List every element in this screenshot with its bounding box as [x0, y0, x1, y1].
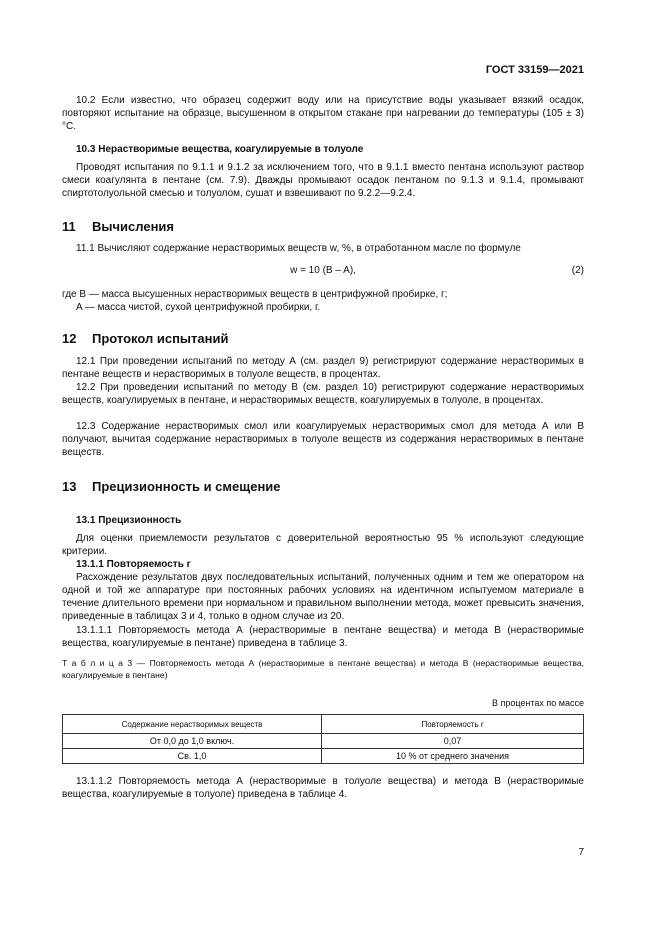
- table-caption-text: — Повторяемость метода А (нерастворимые в пентане вещества) и метода В (нерастворимые вещества, коагулируемые в пентане): [62, 658, 584, 680]
- section-11-heading: [62, 219, 174, 234]
- paragraph-12-2: 12.2 При проведении испытаний по методу В (см. раздел 10) регистрируют содержание нерастворимых веществ, коагулируемых в пентане, и нерастворимых веществ, коагулируемых в толуоле, в процентах.: [62, 382, 584, 406]
- paragraph-13-1-1: Расхождение результатов двух последовательных испытаний, полученных одним и тем же оператором на одной и той же аппаратуре при постоянных рабочих условиях на идентичном испытуемом материале в течение длительного времени при нормальном и правильном выполнении метода, может превысить значения, приведенные в таблицах 3 и 4, только в одном случае из 20.: [62, 572, 584, 622]
- table-cell: 0,07: [322, 734, 584, 749]
- table-caption-label: Т а б л и ц а 3: [62, 658, 133, 668]
- table-cell: Св. 1,0: [63, 749, 322, 764]
- table-cell: От 0,0 до 1,0 включ.: [63, 734, 322, 749]
- paragraph-11-1: 11.1 Вычисляют содержание нерастворимых веществ w, %, в отработанном масле по формуле: [76, 243, 521, 254]
- section-12-heading: [62, 331, 228, 346]
- document-page: [62, 0, 584, 935]
- section-number: 11: [62, 219, 76, 234]
- where-a: A — масса чистой, сухой центрифужной пробирки, г.: [76, 302, 321, 313]
- table-3-units: В процентах по массе: [491, 698, 584, 708]
- subheading-10-3: 10.3 Нерастворимые вещества, коагулируемые в толуоле: [76, 144, 364, 155]
- paragraph-13-1: Для оценки приемлемости результатов с доверительной вероятностью 95 % используют следующие критерии.: [62, 533, 584, 557]
- table-header-row: [63, 715, 584, 734]
- formula-text: w = 10 (B – A),: [290, 265, 356, 276]
- table-3-caption: [62, 657, 584, 681]
- paragraph-10-2: 10.2 Если известно, что образец содержит воду или на присутствие воды указывает вязкий осадок, повторяют испытание на образце, высушенном в открытом стакане при нагревании до температуры (105 ± 3) °С.: [62, 95, 584, 132]
- section-title: Вычисления: [92, 219, 175, 234]
- paragraph-12-3: 12.3 Содержание нерастворимых смол или коагулируемых нерастворимых смол для метода А или В получают, вычитая содержание нерастворимых в толуоле веществ из содержания нерастворимых в пентане веществ.: [62, 421, 584, 458]
- table-header-cell: Содержание нерастворимых веществ: [63, 715, 322, 734]
- document-header: ГОСТ 33159—2021: [485, 64, 584, 76]
- section-title: Протокол испытаний: [92, 331, 229, 346]
- formula-number: (2): [571, 265, 584, 276]
- section-number: 13: [62, 479, 77, 494]
- where-b: где B — масса высушенных нерастворимых веществ в центрифужной пробирке, г;: [62, 289, 448, 300]
- table-row: [63, 749, 584, 764]
- paragraph-10-3: Проводят испытания по 9.1.1 и 9.1.2 за исключением того, что в 9.1.1 вместо пентана используют раствор смеси коагулянта в пентане (см. 7.9). Дважды промывают осадок пентаном по 9.1.3 и 9.1.4, промывают спиртотолуольной смесью и толуолом, сушат и взвешивают по 9.2.2—9.2.4.: [62, 162, 584, 199]
- table-cell: 10 % от среднего значения: [322, 749, 584, 764]
- table-row: [63, 734, 584, 749]
- section-number: 12: [62, 331, 77, 346]
- section-13-heading: [62, 479, 281, 494]
- subheading-13-1: 13.1 Прецизионность: [76, 515, 182, 526]
- page-number: 7: [578, 847, 584, 858]
- paragraph-13-1-1-2: 13.1.1.2 Повторяемость метода А (нерастворимые в толуоле вещества) и метода В (нерастворимые вещества, коагулируемые в толуоле) приведена в таблице 4.: [62, 776, 584, 800]
- paragraph-12-1: 12.1 При проведении испытаний по методу А (см. раздел 9) регистрируют содержание нерастворимых в пентане веществ и нерастворимых в толуоле веществ, в процентах.: [62, 356, 584, 380]
- paragraph-13-1-1-1: 13.1.1.1 Повторяемость метода А (нерастворимые в пентане вещества) и метода В (нерастворимые вещества, коагулируемые в пентане) приведена в таблице 3.: [62, 625, 584, 649]
- table-3: [62, 714, 584, 764]
- subheading-13-1-1: 13.1.1 Повторяемость r: [76, 559, 191, 570]
- section-title: Прецизионность и смещение: [92, 479, 281, 494]
- table-header-cell: Повторяемость r: [322, 715, 584, 734]
